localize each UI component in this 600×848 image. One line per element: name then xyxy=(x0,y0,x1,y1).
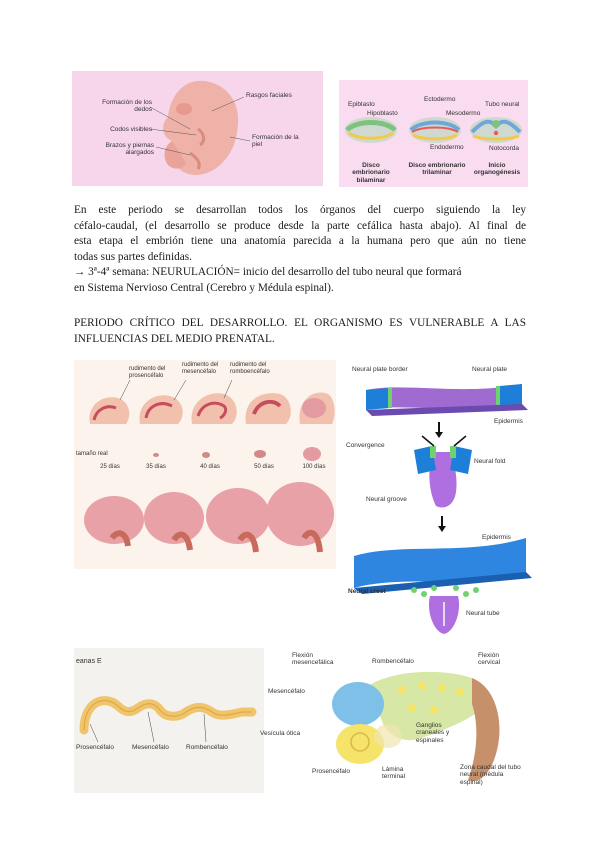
label-prosencephalon-rudiment: rudimento del prosencéfalo xyxy=(129,366,166,379)
label-panel-header: eanas E xyxy=(76,658,102,665)
label-day-25: 25 días xyxy=(100,464,120,470)
label-mesencephalon-rudiment: rudimento del mesencéfalo xyxy=(182,362,219,375)
label-epidermis-bottom: Epidermis xyxy=(482,534,511,541)
caption-organogenesis: Inicio organogénesis xyxy=(473,162,521,177)
label-real-size: tamaño real xyxy=(76,451,108,457)
critical-period-heading xyxy=(74,316,526,347)
label-neural-groove: Neural groove xyxy=(366,496,407,503)
primary-vesicles-panel xyxy=(74,648,264,793)
label-prosencephalon: Prosencéfalo xyxy=(76,744,114,751)
label-day-40: 40 días xyxy=(200,464,220,470)
paragraph-line: céfalo-caudal, (el desarrollo se produce desde la parte cefálica hasta abajo). Al final de xyxy=(74,219,526,232)
label-epidermis-top: Epidermis xyxy=(494,418,523,425)
neurulation-line: → 3ª-4ª semana: NEURULACIÓN= inicio del desarrollo del tubo neural que formará xyxy=(74,266,462,279)
paragraph-line: esta etapa el embrión tiene una anatomía parecida a la humana pero que aún no tiene xyxy=(74,235,526,248)
caption-bilaminar: Disco embrionario bilaminar xyxy=(352,162,390,184)
label-limbs: Brazos y piernas alargados xyxy=(105,142,154,157)
label-mesencephalic-flexure: Flexión mesencefálica xyxy=(292,652,334,667)
label-hypoblast: Hipoblasto xyxy=(367,110,398,117)
label-prosencephalon-right: Prosencéfalo xyxy=(312,768,350,775)
label-day-100: 100 días xyxy=(302,464,326,470)
caption-trilaminar: Disco embrionario trilaminar xyxy=(408,162,466,177)
label-rhombencephalon: Rombencéfalo xyxy=(186,744,228,751)
label-notochord: Notocorda xyxy=(489,145,519,152)
label-convergence: Convergence xyxy=(346,442,385,449)
label-fingers: Formación de los dedos xyxy=(102,99,152,114)
embryo-features-figure xyxy=(72,71,323,186)
paragraph-line: todas sus partes definidas. xyxy=(74,250,192,263)
secondary-vesicles-panel xyxy=(260,648,527,793)
label-lamina-terminalis: Lámina terminal xyxy=(382,766,406,781)
critical-period-line: PERIODO CRÍTICO DEL DESARROLLO. EL ORGANISMO ES VULNERABLE A LAS xyxy=(74,317,526,329)
neurulation-line: en Sistema Nervioso Central (Cerebro y Médula espinal). xyxy=(74,281,334,294)
label-day-35: 35 días xyxy=(146,464,166,470)
label-neural-plate: Neural plate xyxy=(472,366,508,373)
neural-tube-formation-figure xyxy=(344,360,534,640)
label-neural-crest: Neural crest xyxy=(348,588,386,595)
brain-development-figure xyxy=(74,360,336,569)
paragraph-line: En este periodo se desarrollan todos los órganos del cuerpo siguiendo la ley xyxy=(74,204,526,216)
label-cervical-flexure: Flexión cervical xyxy=(478,652,501,667)
label-mesencephalon-right: Mesencéfalo xyxy=(268,688,305,695)
label-otic-vesicle: Vesícula ótica xyxy=(260,730,301,737)
critical-period-line: INFLUENCIAS DEL MEDIO PRENATAL. xyxy=(74,332,275,345)
label-elbows: Codos visibles xyxy=(110,126,152,133)
label-neural-fold: Neural fold xyxy=(474,458,506,465)
label-mesoderm: Mesodermo xyxy=(446,110,481,117)
label-ectoderm: Ectodermo xyxy=(424,96,456,103)
label-epiblast: Epiblasto xyxy=(348,101,375,108)
label-face: Rasgos faciales xyxy=(246,92,292,99)
label-skin: Formación de la piel xyxy=(252,134,299,149)
label-neural-tube: Tubo neural xyxy=(485,101,520,108)
label-endoderm: Endodermo xyxy=(430,144,464,151)
label-neural-tube: Neural tube xyxy=(466,610,500,617)
label-rhombencephalon-rudiment: rudimento del romboencéfalo xyxy=(230,362,270,375)
development-paragraph xyxy=(74,203,526,297)
label-rhombencephalon-right: Rombencéfalo xyxy=(372,658,414,665)
label-day-50: 50 días xyxy=(254,464,274,470)
label-caudal-zone: Zona caudal del tubo neural (médula espinal) xyxy=(460,764,521,786)
label-mesencephalon: Mesencéfalo xyxy=(132,744,169,751)
label-neural-plate-border: Neural plate border xyxy=(352,366,408,373)
label-ganglia: Ganglios craneales y espinales xyxy=(416,722,450,744)
embryonic-disc-figure xyxy=(339,80,528,187)
neural-tube-vesicles-illustration xyxy=(74,648,264,793)
brain-vesicles-figure xyxy=(74,648,527,793)
